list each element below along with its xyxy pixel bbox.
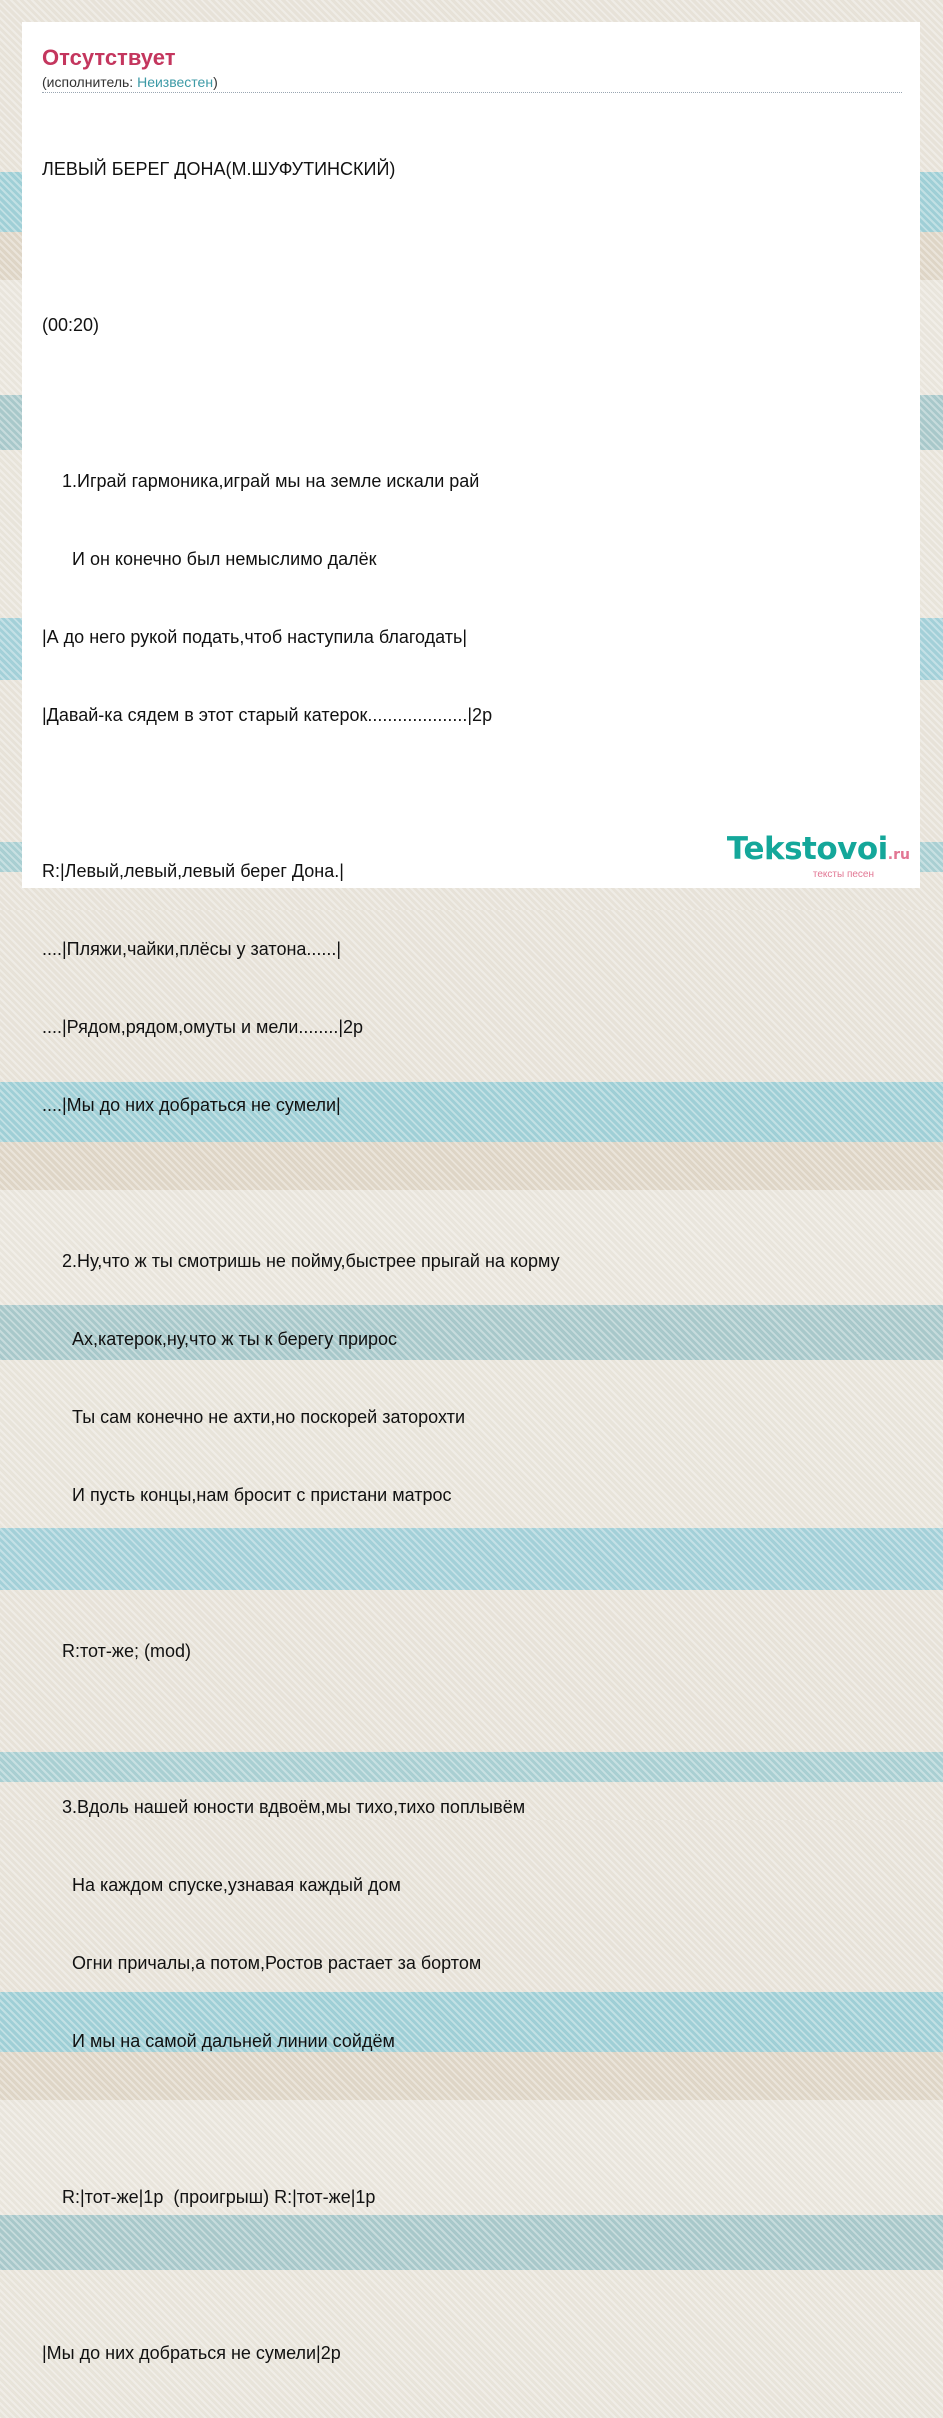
artist-link[interactable]: Неизвестен: [137, 74, 214, 90]
lyric-line: И пусть концы,нам бросит с пристани матрос: [42, 1485, 452, 1505]
lyric-line: R:|тот-же|1р (проигрыш) R:|тот-же|1р: [42, 2187, 376, 2207]
lyric-line: Ты сам конечно не ахти,но поскорей заторохти: [42, 1407, 466, 1427]
lyric-line: Огни причалы,а потом,Ростов растает за бортом: [42, 1953, 482, 1973]
lyric-line: И он конечно был немыслимо далёк: [42, 549, 377, 569]
lyric-line: [42, 2106, 902, 2132]
lyric-line: |Мы до них добраться не сумели|2р: [42, 2343, 341, 2363]
logo-wordmark: [690, 832, 910, 872]
artist-prefix: (исполнитель:: [42, 74, 138, 90]
lyric-line: ....|Пляжи,чайки,плёсы у затона......|: [42, 939, 342, 959]
lyric-line: R:|Левый,левый,левый берег Дона.|: [42, 861, 344, 881]
logo-main-text: Tekstovoi: [726, 831, 888, 867]
lyric-line: На каждом спуске,узнавая каждый дом: [42, 1875, 401, 1895]
artist-line: [42, 73, 902, 91]
lyric-line: Ах,катерок,ну,что ж ты к берегу прирос: [42, 1329, 398, 1349]
lyric-line: [42, 1170, 902, 1196]
lyric-line: [42, 234, 902, 260]
song-header: [42, 44, 902, 91]
lyric-line: ЛЕВЫЙ БЕРЕГ ДОНА(М.ШУФУТИНСКИЙ): [42, 159, 396, 179]
lyric-line: [42, 390, 902, 416]
lyric-line: [42, 1716, 902, 1742]
lyric-line: И мы на самой дальней линии сойдём: [42, 2031, 395, 2051]
lyrics-text: [42, 104, 902, 2418]
lyric-line: 1.Играй гармоника,играй мы на земле искали рай: [42, 471, 480, 491]
lyrics-card: [22, 22, 920, 2363]
lyric-line: [42, 780, 902, 806]
header-divider: [42, 92, 902, 93]
site-logo[interactable]: [690, 832, 910, 880]
logo-tagline: тексты песен: [812, 869, 874, 880]
song-title: Отсутствует: [42, 45, 176, 70]
lyric-line: ....|Рядом,рядом,омуты и мели........|2р: [42, 1017, 364, 1037]
lyric-line: |А до него рукой подать,чтоб наступила благодать|: [42, 627, 468, 647]
artist-suffix: ): [213, 74, 218, 90]
lyric-line: 3.Вдоль нашей юности вдвоём,мы тихо,тихо поплывём: [42, 1797, 526, 1817]
lyric-line: |Давай-ка сядем в этот старый катерок....................|2р: [42, 705, 493, 725]
lyric-line: [42, 2262, 902, 2288]
lyric-line: R:тот-же; (mod): [42, 1641, 191, 1661]
lyric-line: [42, 1560, 902, 1586]
logo-domain-suffix: .ru: [887, 847, 910, 863]
lyric-line: ....|Мы до них добраться не сумели|: [42, 1095, 341, 1115]
lyric-line: 2.Ну,что ж ты смотришь не пойму,быстрее прыгай на корму: [42, 1251, 560, 1271]
lyric-line: (00:20): [42, 315, 100, 335]
